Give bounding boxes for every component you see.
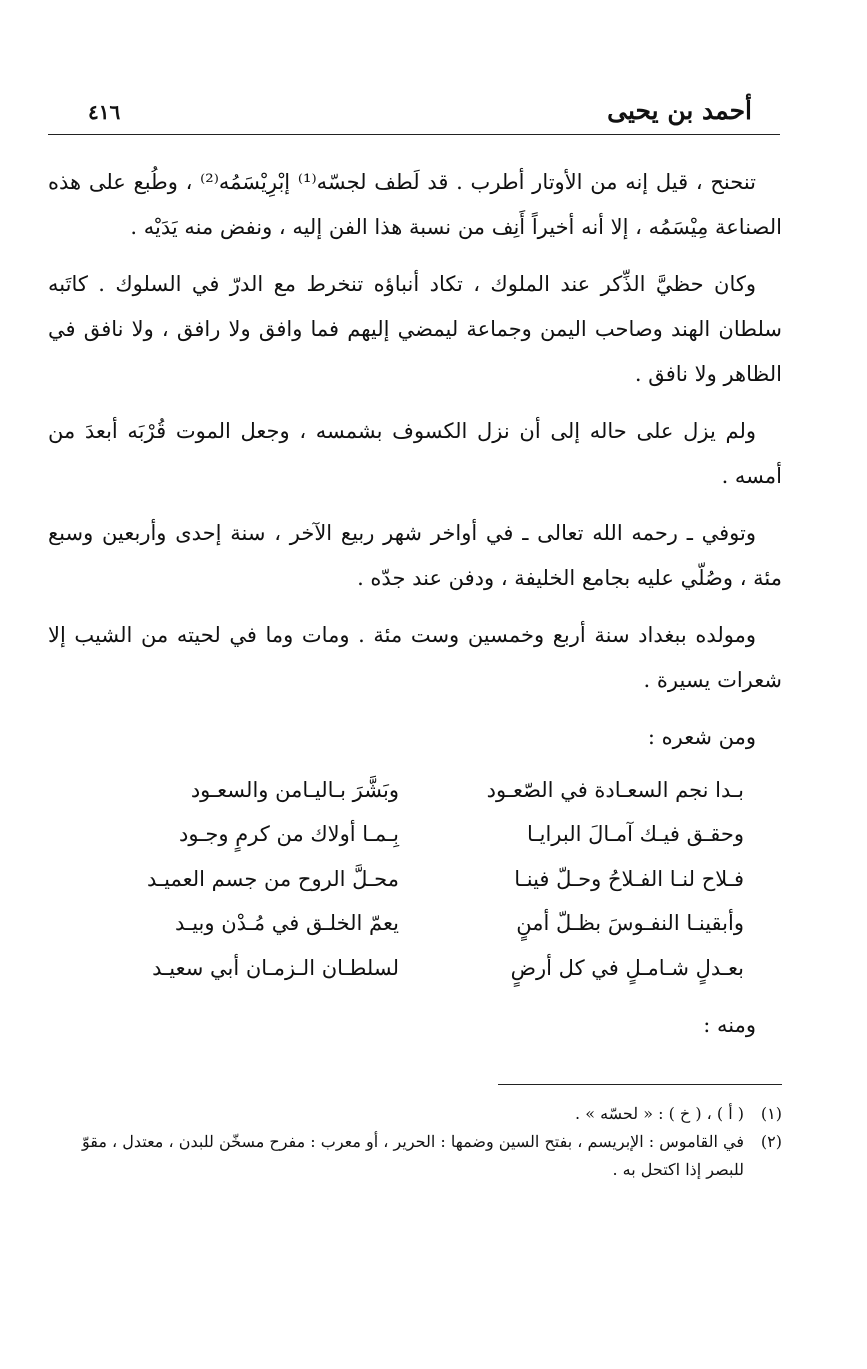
hemistich-first: فـلاح لنـا الفـلاحُ وحـلّ فينـا	[514, 866, 744, 891]
paragraph: ولم يزل على حاله إلى أن نزل الكسوف بشمسه ، وجعل الموت قُرْبَه أبعدَ من أمسه .	[48, 419, 782, 488]
paragraph: وتوفي ـ رحمه الله تعالى ـ في أواخر شهر ربيع الآخر ، سنة إحدى وأربعين وسبع مئة ، وصُلّي عليه بجامع الخليفة ، ودفن عند جدّه .	[48, 521, 782, 590]
paragraph: وكان حظيَّ الذِّكر عند الملوك ، تكاد أنباؤه تنخرط مع الدرّ في السلوك . كاتَبه سلطان الهند وصاحب اليمن وجماعة ليمضي إليهم فما وافق ولا رافق ، ولا نافق في الظاهر ولا نافق .	[48, 272, 782, 386]
verse-intro: ومن شعره :	[647, 725, 756, 749]
main-text	[48, 160, 782, 1048]
hemistich-first: بعـدلٍ شـامـلٍ في كل أرضٍ	[510, 955, 744, 980]
footnote-number: (٢)	[760, 1132, 782, 1151]
hemistich-second: محـلَّ الروح من جسم العميـد	[146, 866, 399, 891]
footnote-text: ( أ ) ، ( خ ) : « لحسّه » .	[575, 1104, 744, 1123]
hemistich-first: وحقـق فيـك آمـالَ البرايـا	[527, 822, 744, 847]
footnote	[52, 1100, 782, 1128]
footnote-number: (١)	[760, 1104, 782, 1123]
hemistich-second: لسلطـان الـزمـان أبي سعيـد	[152, 955, 399, 980]
page-header	[48, 90, 780, 135]
verse-line	[48, 857, 782, 902]
paragraph: ومولده ببغداد سنة أربع وخمسين وست مئة . ومات وما في لحيته من الشيب إلا شعرات يسيرة .	[48, 623, 782, 692]
verse-line	[48, 768, 782, 813]
footnotes	[52, 1100, 782, 1184]
hemistich-second: يعمّ الخلـق في مُـدْن وبيـد	[175, 911, 399, 936]
page-number: ٤١٦	[88, 100, 121, 124]
running-head: أحمد بن يحيى	[607, 96, 752, 125]
verse-line	[48, 813, 782, 858]
poem	[48, 768, 782, 991]
verse-line	[48, 902, 782, 947]
footnote-text: في القاموس : الإبريسم ، بفتح السين وضمها : الحرير ، أو معرب : مفرح مسخّن للبدن ، معتدل ، مقوّ للبصر إذا اكتحل به .	[81, 1132, 744, 1179]
paragraph: تنحنح ، قيل إنه من الأوتار أطرب . قد لَطف لجسّه⁽¹⁾ إبْرِيْسَمُه⁽²⁾ ، وطُبع على هذه الصناعة مِيْسَمُه ، إلا أنه أخيراً أَنِف من نسبة هذا الفن إليه ، ونفض منه يَدَيْه .	[48, 170, 782, 239]
footnote	[52, 1128, 782, 1184]
footnote-divider	[498, 1084, 782, 1085]
hemistich-second: بِـمـا أولاك من كرمٍ وجـود	[179, 822, 399, 847]
hemistich-first: بـدا نجم السعـادة في الصّعـود	[486, 777, 744, 802]
hemistich-second: وبَشَّرَ بـاليـامن والسعـود	[190, 777, 399, 802]
verse-line	[48, 946, 782, 991]
hemistich-first: وأبقينـا النفـوسَ بظـلّ أمنٍ	[516, 911, 744, 936]
closing-line: ومنه :	[703, 1012, 756, 1037]
